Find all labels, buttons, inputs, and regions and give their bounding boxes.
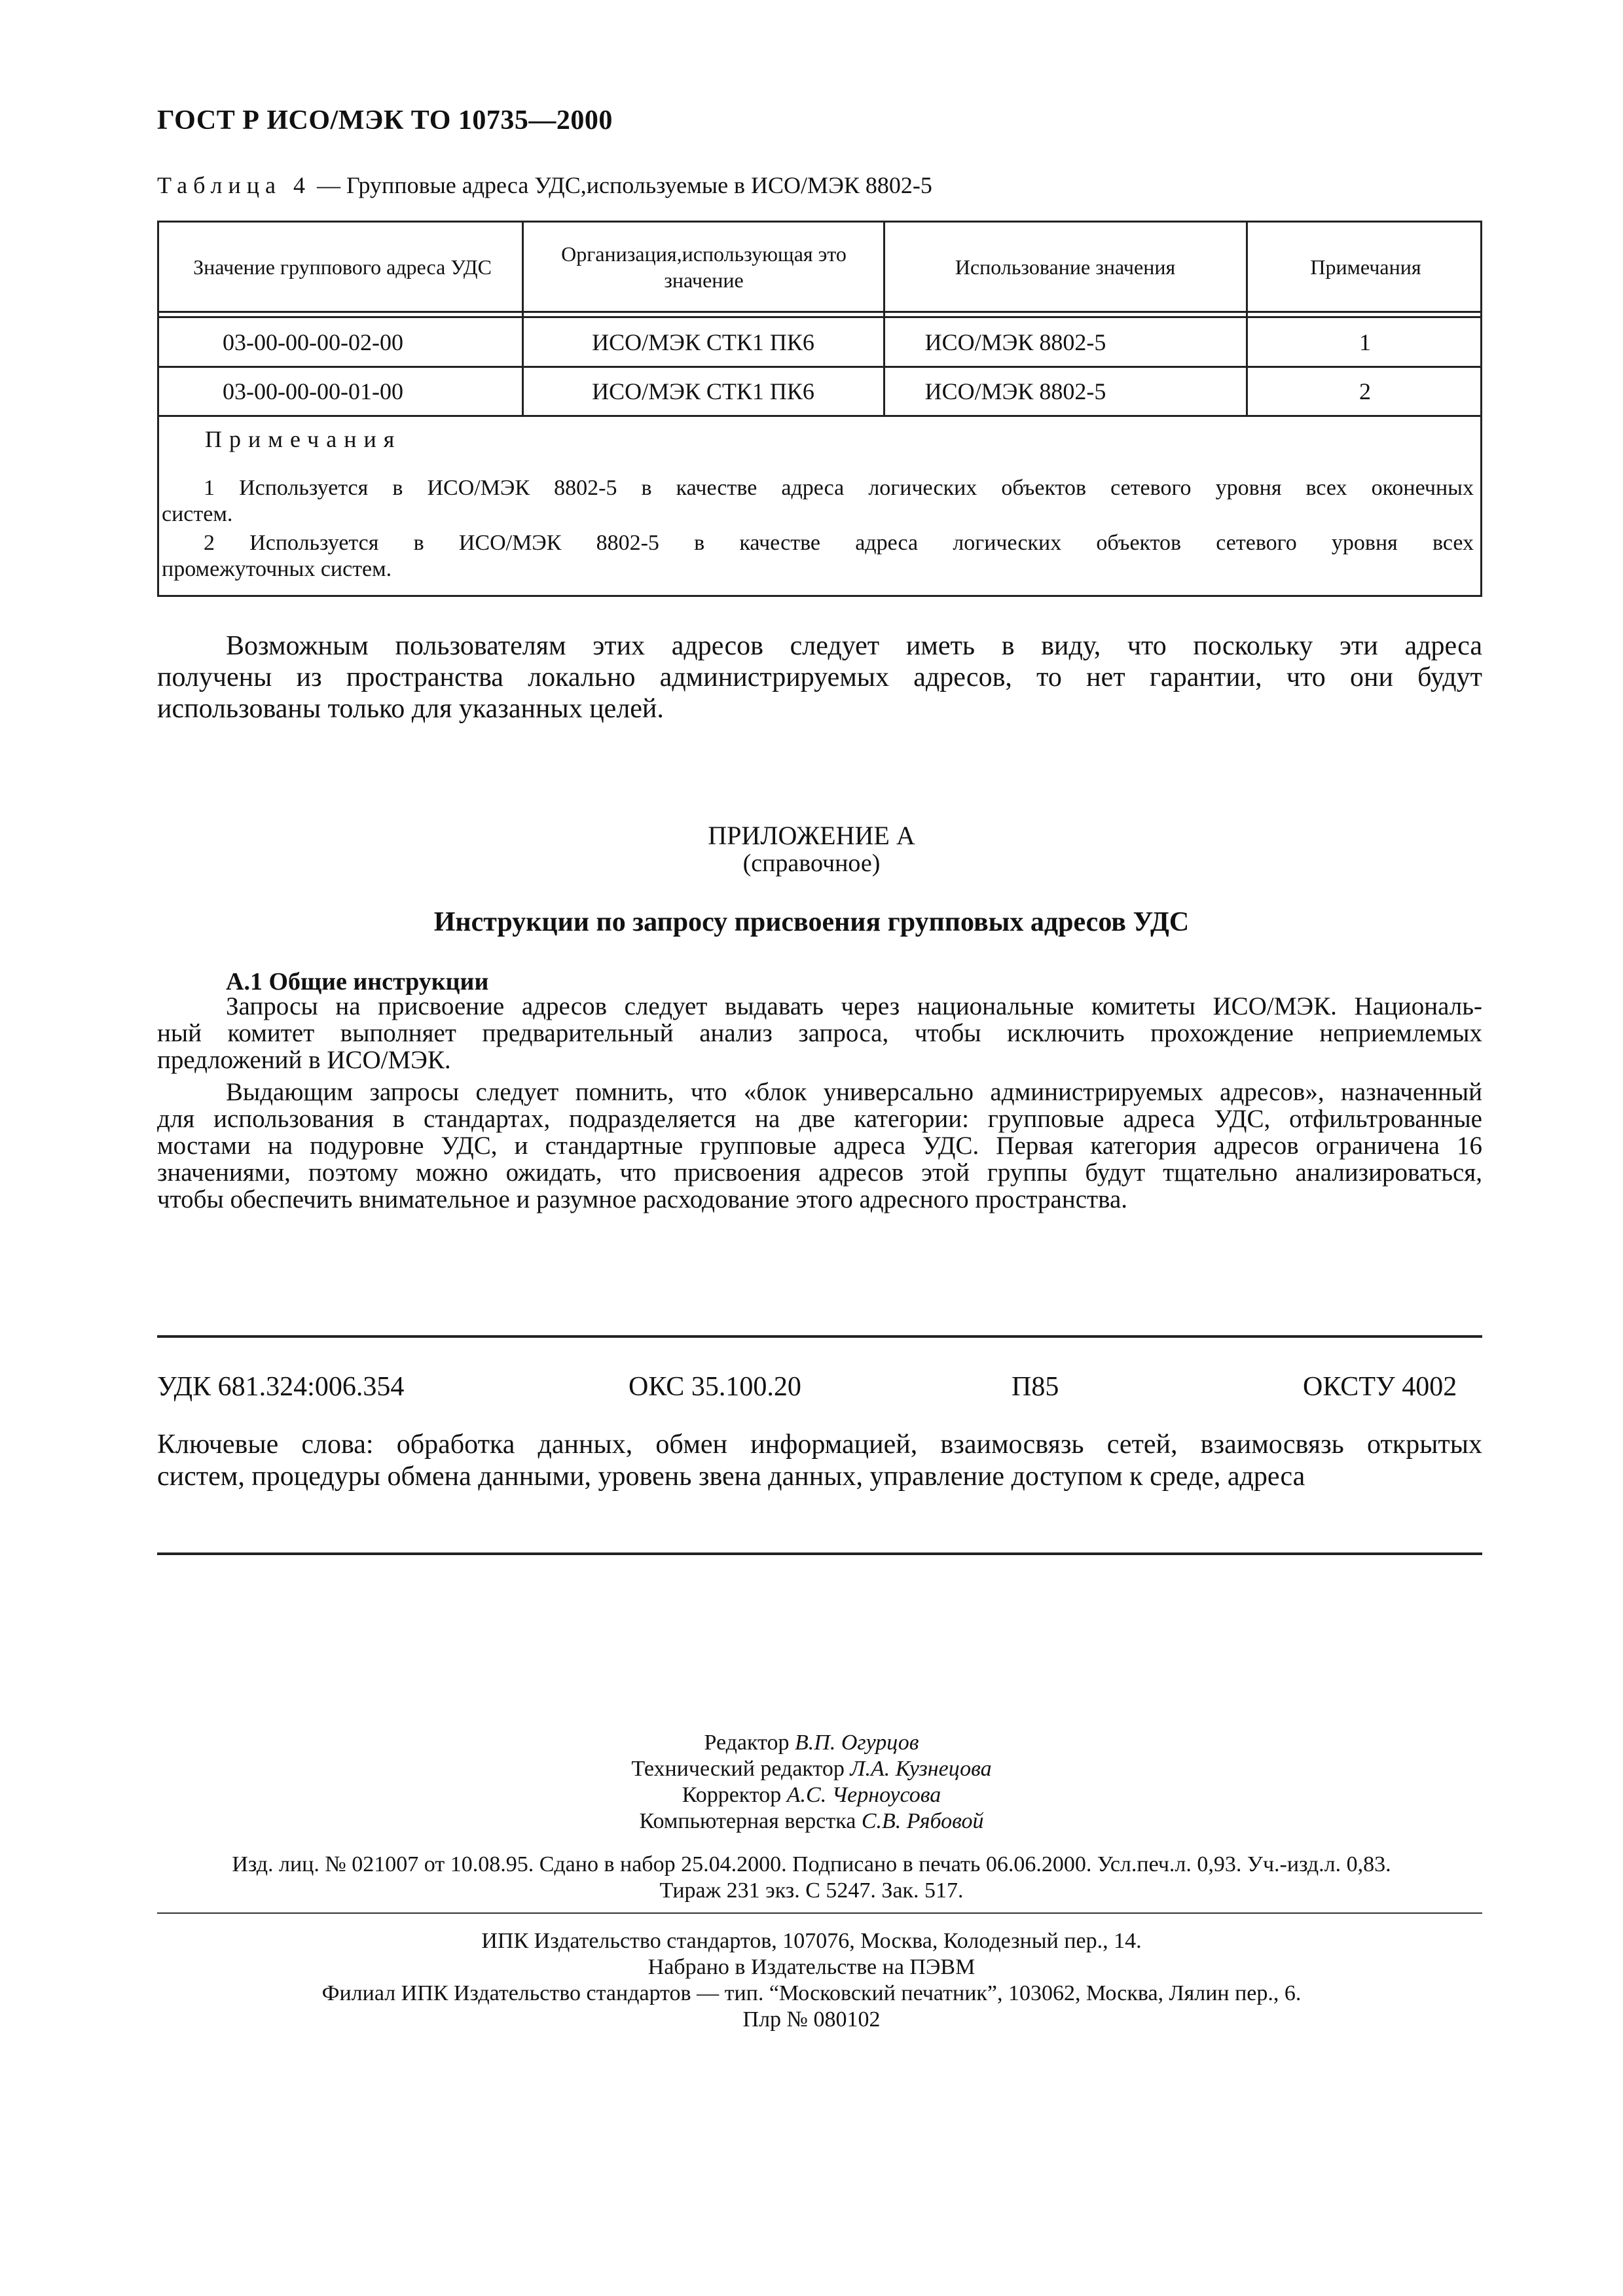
publishing-line: Изд. лиц. № 021007 от 10.08.95. Сдано в набор 25.04.2000. Подписано в печать 06.06.2000. Усл.печ.л. 0,93. Уч.-изд.л. 0,83. — [232, 1852, 1391, 1876]
paragraph-line: Выдающим запросы следует помнить, что «блок универсально администрируемых адресов», назначенный — [226, 1078, 1482, 1106]
publishing-info — [0, 1852, 1623, 1904]
table-note — [162, 475, 1474, 528]
table-header-cell: Использование значения — [955, 255, 1176, 279]
table-caption-label: Таблица 4 — [157, 172, 311, 198]
imprint-line: ИПК Издательство стандартов, 107076, Москва, Колодезный пер., 14. — [481, 1929, 1142, 1953]
table-cell: ИСО/МЭК СТК1 ПК6 — [592, 329, 814, 355]
credit-role: Редактор — [704, 1731, 795, 1755]
table-note-line: 1 Используется в ИСО/МЭК 8802-5 в качестве адреса логических объектов сетевого уровня всех оконечных — [204, 476, 1474, 500]
paragraph-line: использованы только для указанных целей. — [157, 694, 664, 724]
oks-code: ОКС 35.100.20 — [629, 1372, 801, 1402]
paragraph-line: значениями, поэтому можно ожидать, что присвоения адресов этой группы будут тщательно анализироваться, — [157, 1158, 1482, 1187]
table-note-line: промежуточных систем. — [162, 557, 392, 581]
divider — [157, 1552, 1482, 1555]
table-rule — [159, 415, 1480, 417]
table-note-line: 2 Используется в ИСО/МЭК 8802-5 в качестве адреса логических объектов сетевого уровня всех — [204, 531, 1474, 555]
credits — [0, 1730, 1623, 1835]
paragraph-after-table — [157, 630, 1482, 725]
imprint-line: Набрано в Издательстве на ПЭВМ — [647, 1955, 976, 1979]
table-cell: ИСО/МЭК 8802-5 — [924, 329, 1106, 355]
table-cell: 2 — [1359, 378, 1371, 404]
keywords — [157, 1429, 1482, 1493]
paragraph-line: Возможным пользователям этих адресов следует иметь в виду, что поскольку эти адреса — [226, 631, 1482, 661]
credit-line — [0, 1756, 1623, 1782]
table-caption-text: — Групповые адреса УДС,используемые в ИСО/МЭК 8802-5 — [310, 172, 932, 198]
table-cell: 03-00-00-00-02-00 — [223, 329, 403, 355]
credit-line — [0, 1782, 1623, 1808]
appendix-heading: Инструкции по запросу присвоения групповых адресов УДС — [433, 907, 1190, 937]
appendix-title: ПРИЛОЖЕНИЕ А — [708, 821, 915, 850]
okstu-code: ОКСТУ 4002 — [1303, 1372, 1457, 1402]
credit-role: Технический редактор — [631, 1757, 850, 1781]
credit-name: Л.А. Кузнецова — [850, 1757, 992, 1781]
credit-line — [0, 1730, 1623, 1756]
keywords-line: Ключевые слова: обработка данных, обмен информацией, взаимосвязь сетей, взаимосвязь открытых — [157, 1429, 1482, 1460]
table-header-cell: Значение группового адреса УДС — [193, 255, 492, 279]
divider — [157, 1912, 1482, 1914]
credit-name: С.В. Рябовой — [861, 1809, 984, 1833]
imprint-line: Плр № 080102 — [742, 2007, 881, 2032]
table-note — [162, 530, 1474, 583]
paragraph-line: мостами на подуровне УДС, и стандартные групповые адреса УДС. Первая категория адресов ограничена 16 — [157, 1132, 1482, 1160]
paragraph-line: для использования в стандартах, подразделяется на две категории: групповые адреса УДС, отфильтрованные — [157, 1105, 1482, 1133]
document-header: ГОСТ Р ИСО/МЭК ТО 10735—2000 — [157, 105, 613, 135]
group-address-table — [157, 221, 1482, 597]
table-note-line: систем. — [162, 502, 233, 526]
table-caption — [157, 171, 932, 199]
udk-code: УДК 681.324:006.354 — [157, 1372, 405, 1402]
paragraph-line: получены из пространства локально администрируемых адресов, то нет гарантии, что они будут — [157, 662, 1482, 692]
credit-line — [0, 1808, 1623, 1835]
keywords-line: систем, процедуры обмена данными, уровень звена данных, управление доступом к среде, адреса — [157, 1462, 1305, 1492]
publishing-line: Тираж 231 экз. С 5247. Зак. 517. — [659, 1878, 964, 1903]
imprint — [0, 1928, 1623, 2033]
section-heading: А.1 Общие инструкции — [226, 968, 489, 996]
table-cell: ИСО/МЭК 8802-5 — [924, 378, 1106, 404]
appendix-subtitle: (справочное) — [742, 850, 881, 877]
table-header-cell: Примечания — [1310, 255, 1421, 279]
table-cell: ИСО/МЭК СТК1 ПК6 — [592, 378, 814, 404]
paragraph-line: ный комитет выполняет предварительный анализ запроса, чтобы исключить прохождение неприемлемых — [157, 1019, 1482, 1047]
appendix-paragraph-1 — [157, 993, 1482, 1073]
table-rule — [159, 311, 1480, 313]
table-cell: 03-00-00-00-01-00 — [223, 378, 403, 404]
paragraph-line: Запросы на присвоение адресов следует выдавать через национальные комитеты ИСО/МЭК. Националь- — [226, 992, 1482, 1020]
credit-name: А.С. Черноусова — [786, 1783, 941, 1807]
paragraph-line: чтобы обеспечить внимательное и разумное расходование этого адресного пространства. — [157, 1185, 1128, 1213]
table-cell: 1 — [1359, 329, 1371, 355]
credit-role: Корректор — [682, 1783, 787, 1807]
imprint-line: Филиал ИПК Издательство стандартов — тип. “Московский печатник”, 103062, Москва, Лялин пер., 6. — [321, 1981, 1302, 2005]
p-code: П85 — [1012, 1372, 1059, 1402]
table-notes-title: Примечания — [205, 426, 402, 452]
appendix-paragraph-2 — [157, 1079, 1482, 1213]
credit-name: В.П. Огурцов — [795, 1731, 919, 1755]
divider — [157, 1335, 1482, 1338]
paragraph-line: предложений в ИСО/МЭК. — [157, 1046, 451, 1074]
credit-role: Компьютерная верстка — [639, 1809, 862, 1833]
table-header-cell: Организация,использующая это значение — [561, 242, 847, 292]
